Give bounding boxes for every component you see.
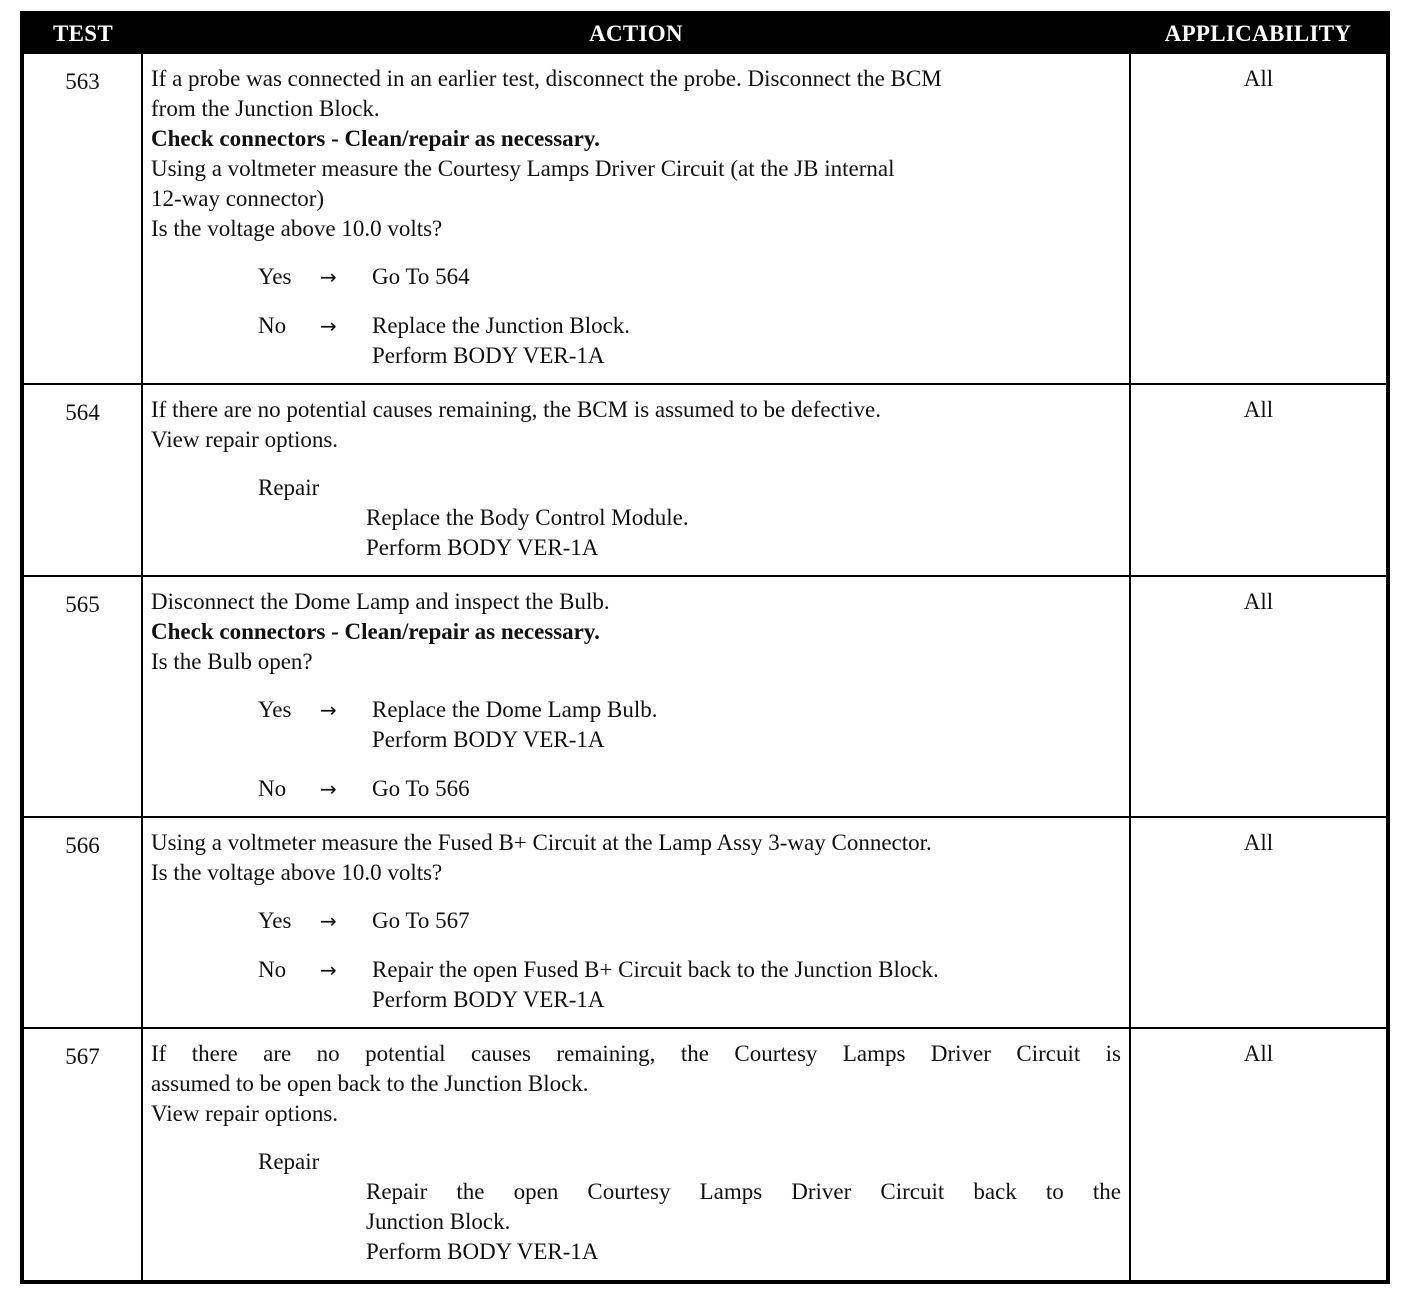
applicability-value: All bbox=[1130, 576, 1388, 817]
table-row bbox=[22, 384, 1388, 576]
action-line: Disconnect the Dome Lamp and inspect the Bulb. bbox=[151, 589, 610, 614]
answer-result bbox=[372, 906, 470, 936]
answer-result bbox=[372, 695, 658, 755]
header-action: ACTION bbox=[142, 13, 1130, 53]
test-number: 565 bbox=[22, 576, 142, 817]
header-applicability: APPLICABILITY bbox=[1130, 13, 1388, 53]
action-line: Using a voltmeter measure the Courtesy Lamps Driver Circuit (at the JB internal bbox=[151, 156, 895, 181]
test-number: 563 bbox=[22, 53, 142, 384]
answer-list bbox=[258, 906, 1121, 1015]
repair-line: Repair the open Courtesy Lamps Driver Circuit back to the bbox=[366, 1179, 1121, 1204]
test-number: 566 bbox=[22, 817, 142, 1028]
result-line: Perform BODY VER-1A bbox=[372, 727, 605, 752]
action-question: Is the voltage above 10.0 volts? bbox=[151, 216, 443, 241]
result-line: Replace the Junction Block. bbox=[372, 313, 631, 338]
answer-list bbox=[258, 262, 1121, 371]
action-bold-note: Check connectors - Clean/repair as necessary. bbox=[151, 619, 600, 644]
answer-result bbox=[372, 774, 470, 804]
repair-line: Junction Block. bbox=[366, 1209, 511, 1234]
answer-result bbox=[372, 262, 470, 292]
answer-label: No bbox=[258, 776, 287, 801]
result-line: Repair the open Fused B+ Circuit back to the Junction Block. bbox=[372, 957, 939, 982]
table-row bbox=[22, 53, 1388, 384]
answer-label: No bbox=[258, 957, 287, 982]
repair-line: Perform BODY VER-1A bbox=[366, 1239, 599, 1264]
result-line: Replace the Dome Lamp Bulb. bbox=[372, 697, 658, 722]
answer-no bbox=[258, 955, 1121, 1015]
test-number: 567 bbox=[22, 1028, 142, 1282]
action-bold-note: Check connectors - Clean/repair as necessary. bbox=[151, 126, 600, 151]
result-line: Perform BODY VER-1A bbox=[372, 343, 605, 368]
repair-label: Repair bbox=[258, 1149, 320, 1174]
action-line: Using a voltmeter measure the Fused B+ Circuit at the Lamp Assy 3-way Connector. bbox=[151, 830, 932, 855]
action-cell bbox=[142, 817, 1130, 1028]
action-line: 12-way connector) bbox=[151, 186, 325, 211]
action-question: Is the Bulb open? bbox=[151, 649, 313, 674]
header-test: TEST bbox=[22, 13, 142, 53]
action-cell bbox=[142, 53, 1130, 384]
table-header-row bbox=[22, 13, 1388, 53]
repair-lines bbox=[366, 1177, 1121, 1267]
action-line: from the Junction Block. bbox=[151, 96, 380, 121]
applicability-value: All bbox=[1130, 817, 1388, 1028]
arrow-right-icon: → bbox=[320, 777, 337, 801]
result-line: Perform BODY VER-1A bbox=[372, 987, 605, 1012]
table-row bbox=[22, 576, 1388, 817]
arrow-right-icon: → bbox=[320, 314, 337, 338]
arrow-right-icon: → bbox=[320, 909, 337, 933]
arrow-right-icon: → bbox=[320, 265, 337, 289]
arrow-right-icon: → bbox=[320, 698, 337, 722]
repair-lines bbox=[366, 503, 1121, 563]
result-line: Go To 566 bbox=[372, 776, 470, 801]
diagnostic-test-table bbox=[20, 11, 1390, 1284]
answer-label: Yes bbox=[258, 697, 292, 722]
arrow-right-icon: → bbox=[320, 958, 337, 982]
answer-no bbox=[258, 774, 1121, 804]
answer-result bbox=[372, 311, 630, 371]
action-line: View repair options. bbox=[151, 1101, 339, 1126]
action-question: Is the voltage above 10.0 volts? bbox=[151, 860, 443, 885]
applicability-value: All bbox=[1130, 53, 1388, 384]
repair-block bbox=[258, 473, 1121, 563]
repair-block bbox=[258, 1147, 1121, 1267]
action-line: If a probe was connected in an earlier test, disconnect the probe. Disconnect the BCM bbox=[151, 66, 942, 91]
applicability-value: All bbox=[1130, 1028, 1388, 1282]
answer-label: Yes bbox=[258, 908, 292, 933]
repair-line: Perform BODY VER-1A bbox=[366, 535, 599, 560]
result-line: Go To 567 bbox=[372, 908, 470, 933]
action-cell bbox=[142, 1028, 1130, 1282]
action-cell bbox=[142, 384, 1130, 576]
action-line: View repair options. bbox=[151, 427, 339, 452]
repair-line: Replace the Body Control Module. bbox=[366, 505, 689, 530]
result-line: Go To 564 bbox=[372, 264, 470, 289]
answer-label: Yes bbox=[258, 264, 292, 289]
action-line: assumed to be open back to the Junction Block. bbox=[151, 1071, 589, 1096]
answer-yes bbox=[258, 695, 1121, 755]
test-number: 564 bbox=[22, 384, 142, 576]
answer-result bbox=[372, 955, 939, 1015]
table-row bbox=[22, 1028, 1388, 1282]
answer-list bbox=[258, 695, 1121, 804]
repair-label: Repair bbox=[258, 475, 320, 500]
action-line: If there are no potential causes remaining, the Courtesy Lamps Driver Circuit is bbox=[151, 1041, 1121, 1066]
answer-yes bbox=[258, 906, 1121, 936]
answer-yes bbox=[258, 262, 1121, 292]
action-line: If there are no potential causes remaining, the BCM is assumed to be defective. bbox=[151, 397, 882, 422]
applicability-value: All bbox=[1130, 384, 1388, 576]
action-cell bbox=[142, 576, 1130, 817]
table-row bbox=[22, 817, 1388, 1028]
answer-no bbox=[258, 311, 1121, 371]
answer-label: No bbox=[258, 313, 287, 338]
